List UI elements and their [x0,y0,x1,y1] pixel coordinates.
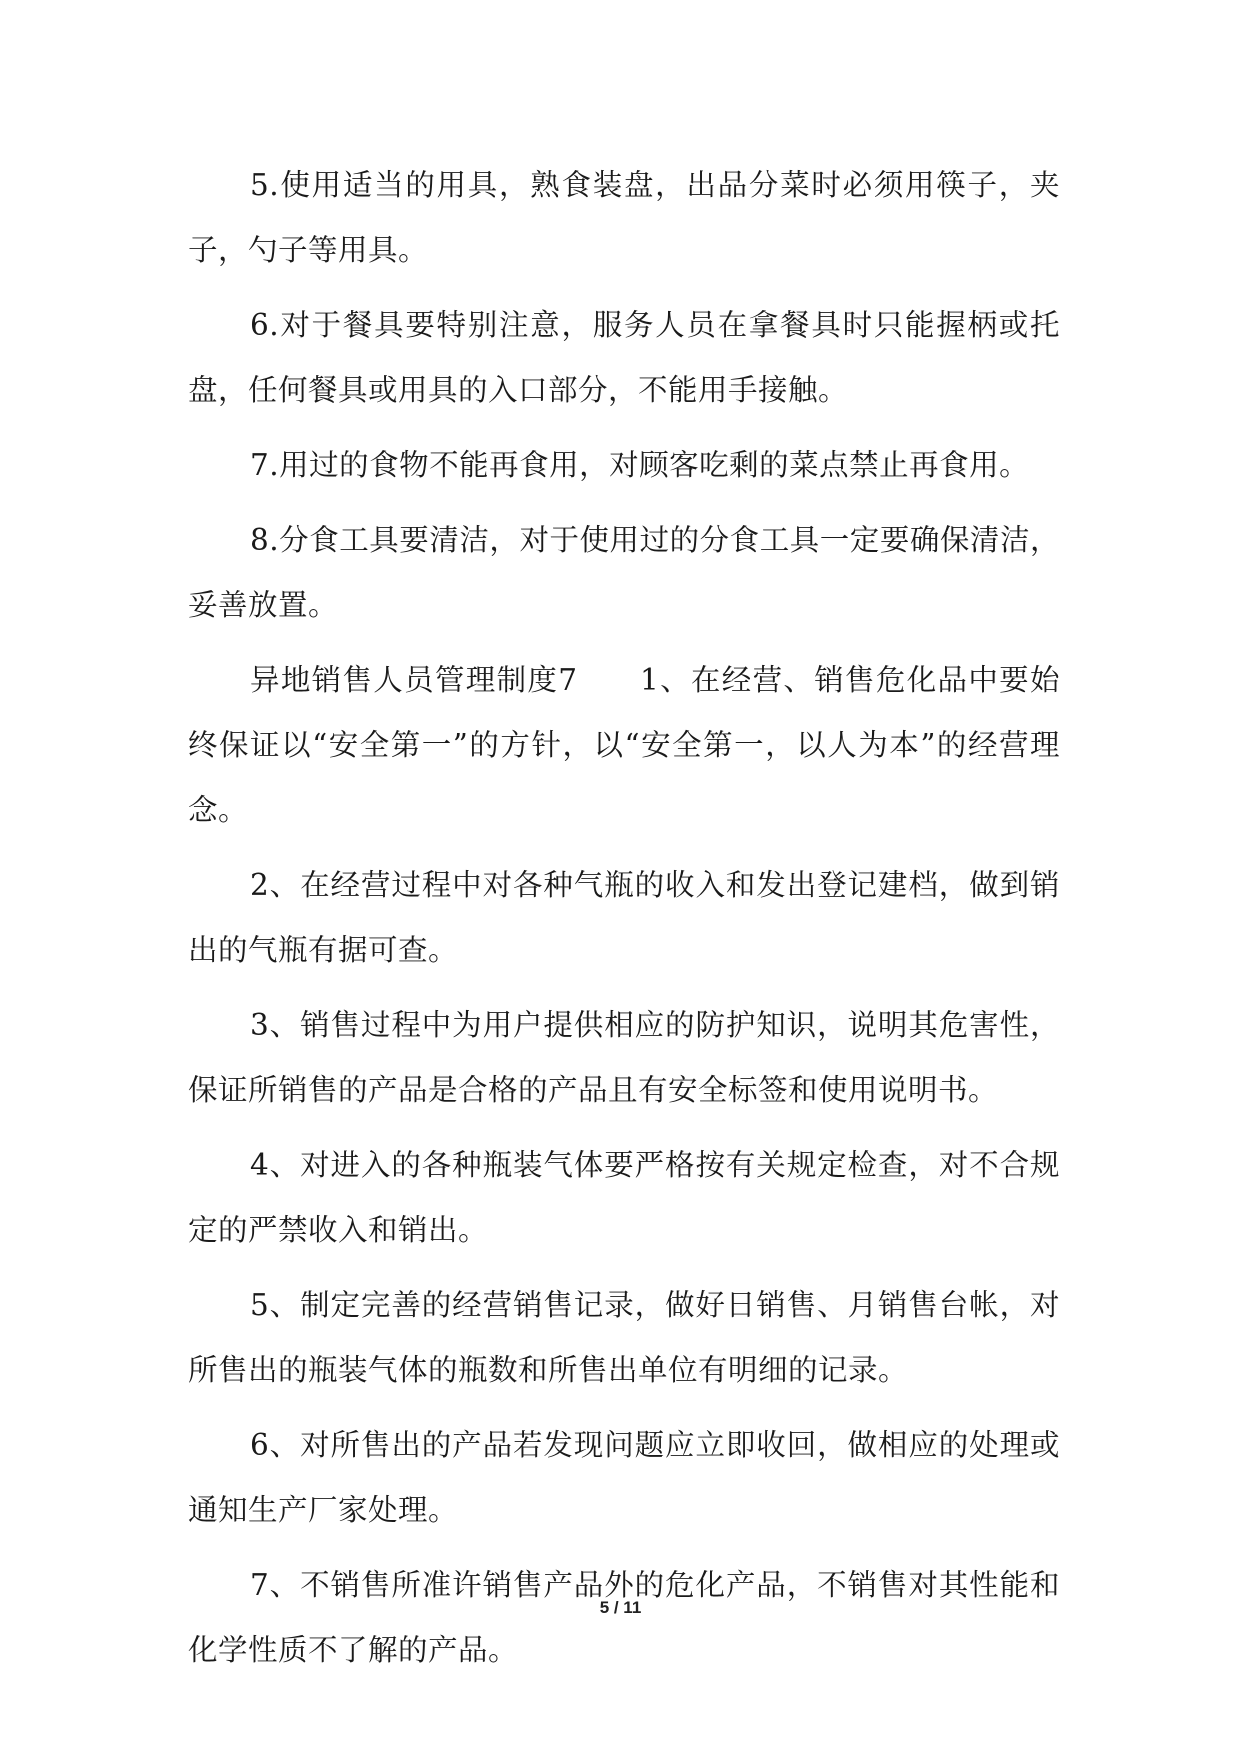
paragraph-9: 5、制定完善的经营销售记录，做好日销售、月销售台帐，对所售出的瓶装气体的瓶数和所售出单位有明细的记录。 [188,1288,1060,1387]
paragraph-11: 7、不销售所准许销售产品外的危化产品，不销售对其性能和化学性质不了解的产品。 [188,1568,1060,1667]
paragraph-3: 7.用过的食物不能再食用，对顾客吃剩的菜点禁止再食用。 [250,448,1030,482]
paragraph-6: 2、在经营过程中对各种气瓶的收入和发出登记建档，做到销出的气瓶有据可查。 [188,868,1060,967]
paragraph-1: 5.使用适当的用具，熟食装盘，出品分菜时必须用筷子，夹子，勺子等用具。 [188,168,1060,267]
paragraph-10: 6、对所售出的产品若发现问题应立即收回，做相应的处理或通知生产厂家处理。 [188,1428,1060,1527]
page-number: 5 / 11 [599,1598,642,1617]
paragraph-8: 4、对进入的各种瓶装气体要严格按有关规定检查，对不合规定的严禁收入和销出。 [188,1148,1060,1247]
paragraph-4: 8.分食工具要清洁，对于使用过的分食工具一定要确保清洁，妥善放置。 [188,523,1060,622]
paragraph-7: 3、销售过程中为用户提供相应的防护知识，说明其危害性，保证所销售的产品是合格的产品且有安全标签和使用说明书。 [188,1008,1060,1107]
paragraph-5: 异地销售人员管理制度7 1、在经营、销售危化品中要始终保证以“安全第一”的方针，以“安全第一，以人为本”的经营理念。 [188,663,1060,827]
paragraph-2: 6.对于餐具要特别注意，服务人员在拿餐具时只能握柄或托盘，任何餐具或用具的入口部分，不能用手接触。 [188,308,1060,407]
document-body [188,153,1060,1693]
